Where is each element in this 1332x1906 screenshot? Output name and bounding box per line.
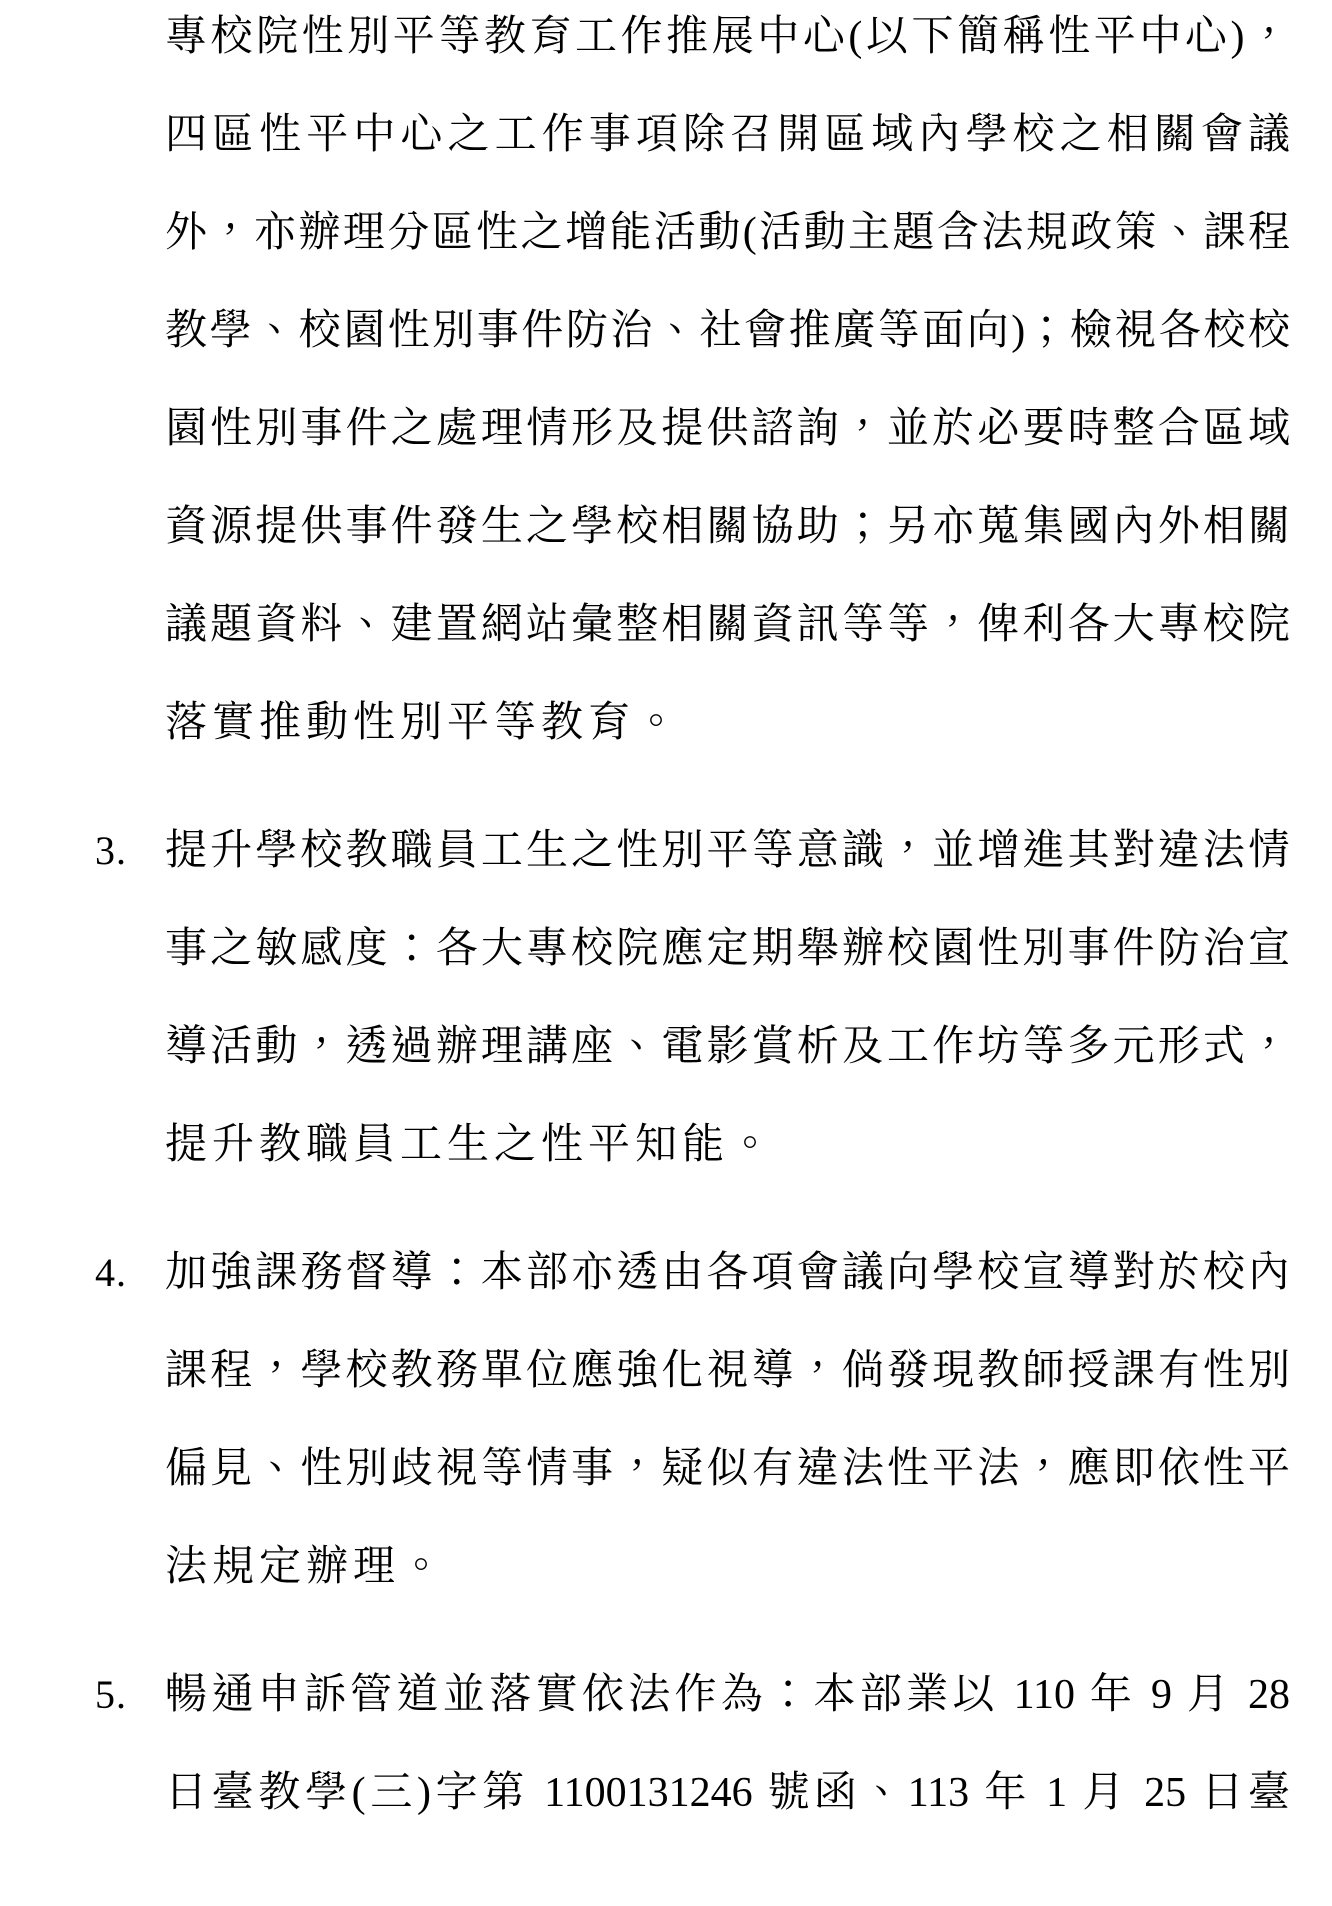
text-line: 資源提供事件發生之學校相關協助；另亦蒐集國內外相關 [165, 504, 1290, 550]
text-line: 議題資料、建置網站彙整相關資訊等等，俾利各大專校院 [165, 602, 1290, 648]
text-line: 導活動，透過辦理講座、電影賞析及工作坊等多元形式， [165, 1024, 1290, 1070]
list-item-number: 5. [95, 1672, 127, 1717]
text-line: 事之敏感度：各大專校院應定期舉辦校園性別事件防治宣 [165, 926, 1290, 972]
text-line: 提升學校教職員工生之性別平等意識，並增進其對違法情 [165, 828, 1290, 874]
text-line: 法規定辦理。 [165, 1544, 448, 1590]
list-item-2-continuation [165, 0, 1290, 772]
text-line: 加強課務督導：本部亦透由各項會議向學校宣導對於校內 [165, 1250, 1290, 1296]
text-line: 暢通申訴管道並落實依法作為：本部業以 110 年 9 月 28 [165, 1672, 1290, 1718]
text-line: 外，亦辦理分區性之增能活動(活動主題含法規政策、課程 [165, 210, 1290, 256]
document-body [95, 0, 1290, 1842]
list-item-4 [95, 1224, 1290, 1616]
list-item-5 [95, 1646, 1290, 1842]
list-item-number: 3. [95, 828, 127, 873]
text-line: 偏見、性別歧視等情事，疑似有違法性平法，應即依性平 [165, 1446, 1290, 1492]
text-line: 園性別事件之處理情形及提供諮詢，並於必要時整合區域 [165, 406, 1290, 452]
text-line: 日臺教學(三)字第 1100131246 號函、113 年 1 月 25 日臺 [165, 1770, 1290, 1816]
text-line: 教學、校園性別事件防治、社會推廣等面向)；檢視各校校 [165, 308, 1290, 354]
text-line: 落實推動性別平等教育。 [165, 700, 683, 746]
text-line: 專校院性別平等教育工作推展中心(以下簡稱性平中心)， [165, 14, 1290, 60]
text-line: 提升教職員工生之性平知能。 [165, 1122, 777, 1168]
list-item-number: 4. [95, 1250, 127, 1295]
text-line: 課程，學校教務單位應強化視導，倘發現教師授課有性別 [165, 1348, 1290, 1394]
text-line: 四區性平中心之工作事項除召開區域內學校之相關會議 [165, 112, 1290, 158]
list-item-3 [95, 802, 1290, 1194]
